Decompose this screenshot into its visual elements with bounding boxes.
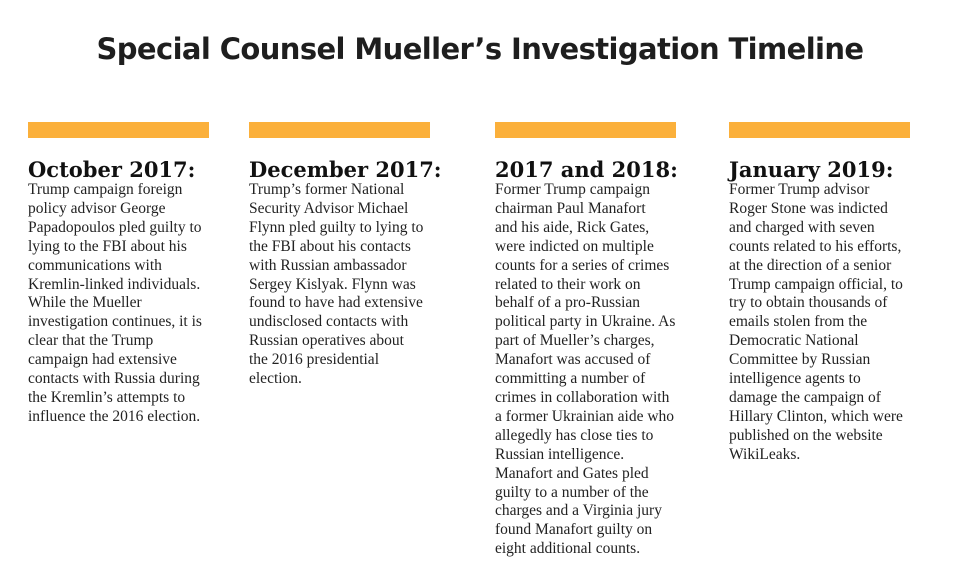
description-line: policy advisor George <box>28 199 166 217</box>
timeline-entry-3 <box>495 122 678 559</box>
accent-bar <box>495 122 676 138</box>
description-line: and his aide, Rick Gates, <box>495 218 650 236</box>
description-line: and charged with seven <box>729 218 875 236</box>
accent-bar <box>729 122 910 138</box>
description-line: counts related to his efforts, <box>729 237 902 255</box>
timeline-entry-4 <box>729 122 910 465</box>
description-line: chairman Paul Manafort <box>495 199 646 217</box>
entry-date-heading: 2017 and 2018: <box>495 157 678 182</box>
description-line: published on the website <box>729 426 883 444</box>
description-line: were indicted on multiple <box>495 237 654 255</box>
entry-description <box>729 181 910 465</box>
description-line: the 2016 presidential <box>249 351 379 369</box>
description-line: clear that the Trump <box>28 332 154 350</box>
description-line: crimes in collaboration with <box>495 388 670 406</box>
entry-date-heading: October 2017: <box>28 157 196 182</box>
description-line: the Kremlin’s attempts to <box>28 388 186 406</box>
description-line: Trump’s former National <box>249 181 405 198</box>
description-line: Roger Stone was indicted <box>729 199 888 217</box>
description-line: related to their work on <box>495 275 641 293</box>
description-line: Manafort and Gates pled <box>495 464 649 482</box>
description-line: Russian intelligence. <box>495 445 625 463</box>
description-line: investigation continues, it is <box>28 313 202 331</box>
description-line: counts for a series of crimes <box>495 256 670 274</box>
description-line: at the direction of a senior <box>729 256 892 274</box>
entry-description <box>249 181 442 389</box>
timeline-entry-2 <box>249 122 442 389</box>
description-line: undisclosed contacts with <box>249 313 409 331</box>
accent-bar <box>28 122 209 138</box>
description-line: Trump campaign foreign <box>28 181 183 198</box>
description-line: political party in Ukraine. As <box>495 313 676 331</box>
description-line: allegedly has close ties to <box>495 426 654 444</box>
description-line: campaign had extensive <box>28 351 177 369</box>
description-line: found Manafort guilty on <box>495 521 653 539</box>
description-line: with Russian ambassador <box>249 256 407 274</box>
description-line: eight additional counts. <box>495 540 641 558</box>
description-line: Manafort was accused of <box>495 351 651 369</box>
description-line: Russian operatives about <box>249 332 404 350</box>
description-line: election. <box>249 370 302 388</box>
entry-date-heading: January 2019: <box>729 157 894 182</box>
entry-date-heading: December 2017: <box>249 157 442 182</box>
description-line: Committee by Russian <box>729 351 871 369</box>
description-line: try to obtain thousands of <box>729 294 888 312</box>
description-line: found to have had extensive <box>249 294 423 312</box>
timeline-entry-1 <box>28 122 209 427</box>
description-line: Kremlin-linked individuals. <box>28 275 201 293</box>
description-line: lying to the FBI about his <box>28 237 187 255</box>
description-line: Papadopoulos pled guilty to <box>28 218 202 236</box>
description-line: the FBI about his contacts <box>249 237 411 255</box>
accent-bar <box>249 122 430 138</box>
page-title: Special Counsel Mueller’s Investigation Timeline <box>96 32 864 66</box>
description-line: Trump campaign official, to <box>729 275 903 293</box>
description-line: part of Mueller’s charges, <box>495 332 655 350</box>
entry-description <box>28 181 209 427</box>
description-line: charges and a Virginia jury <box>495 502 662 520</box>
description-line: contacts with Russia during <box>28 370 200 388</box>
description-line: communications with <box>28 256 162 274</box>
description-line: behalf of a pro-Russian <box>495 294 641 312</box>
description-line: committing a number of <box>495 370 646 388</box>
description-line: Hillary Clinton, which were <box>729 407 903 425</box>
description-line: WikiLeaks. <box>729 445 801 463</box>
description-line: a former Ukrainian aide who <box>495 407 675 425</box>
description-line: Sergey Kislyak. Flynn was <box>249 275 416 293</box>
description-line: influence the 2016 election. <box>28 407 201 425</box>
description-line: While the Mueller <box>28 294 142 312</box>
description-line: Former Trump advisor <box>729 181 870 198</box>
description-line: Democratic National <box>729 332 859 350</box>
description-line: intelligence agents to <box>729 370 861 388</box>
description-line: emails stolen from the <box>729 313 868 331</box>
description-line: Flynn pled guilty to lying to <box>249 218 424 236</box>
description-line: Security Advisor Michael <box>249 199 409 217</box>
entry-description <box>495 181 678 559</box>
description-line: damage the campaign of <box>729 388 881 406</box>
description-line: guilty to a number of the <box>495 483 649 501</box>
description-line: Former Trump campaign <box>495 181 650 198</box>
